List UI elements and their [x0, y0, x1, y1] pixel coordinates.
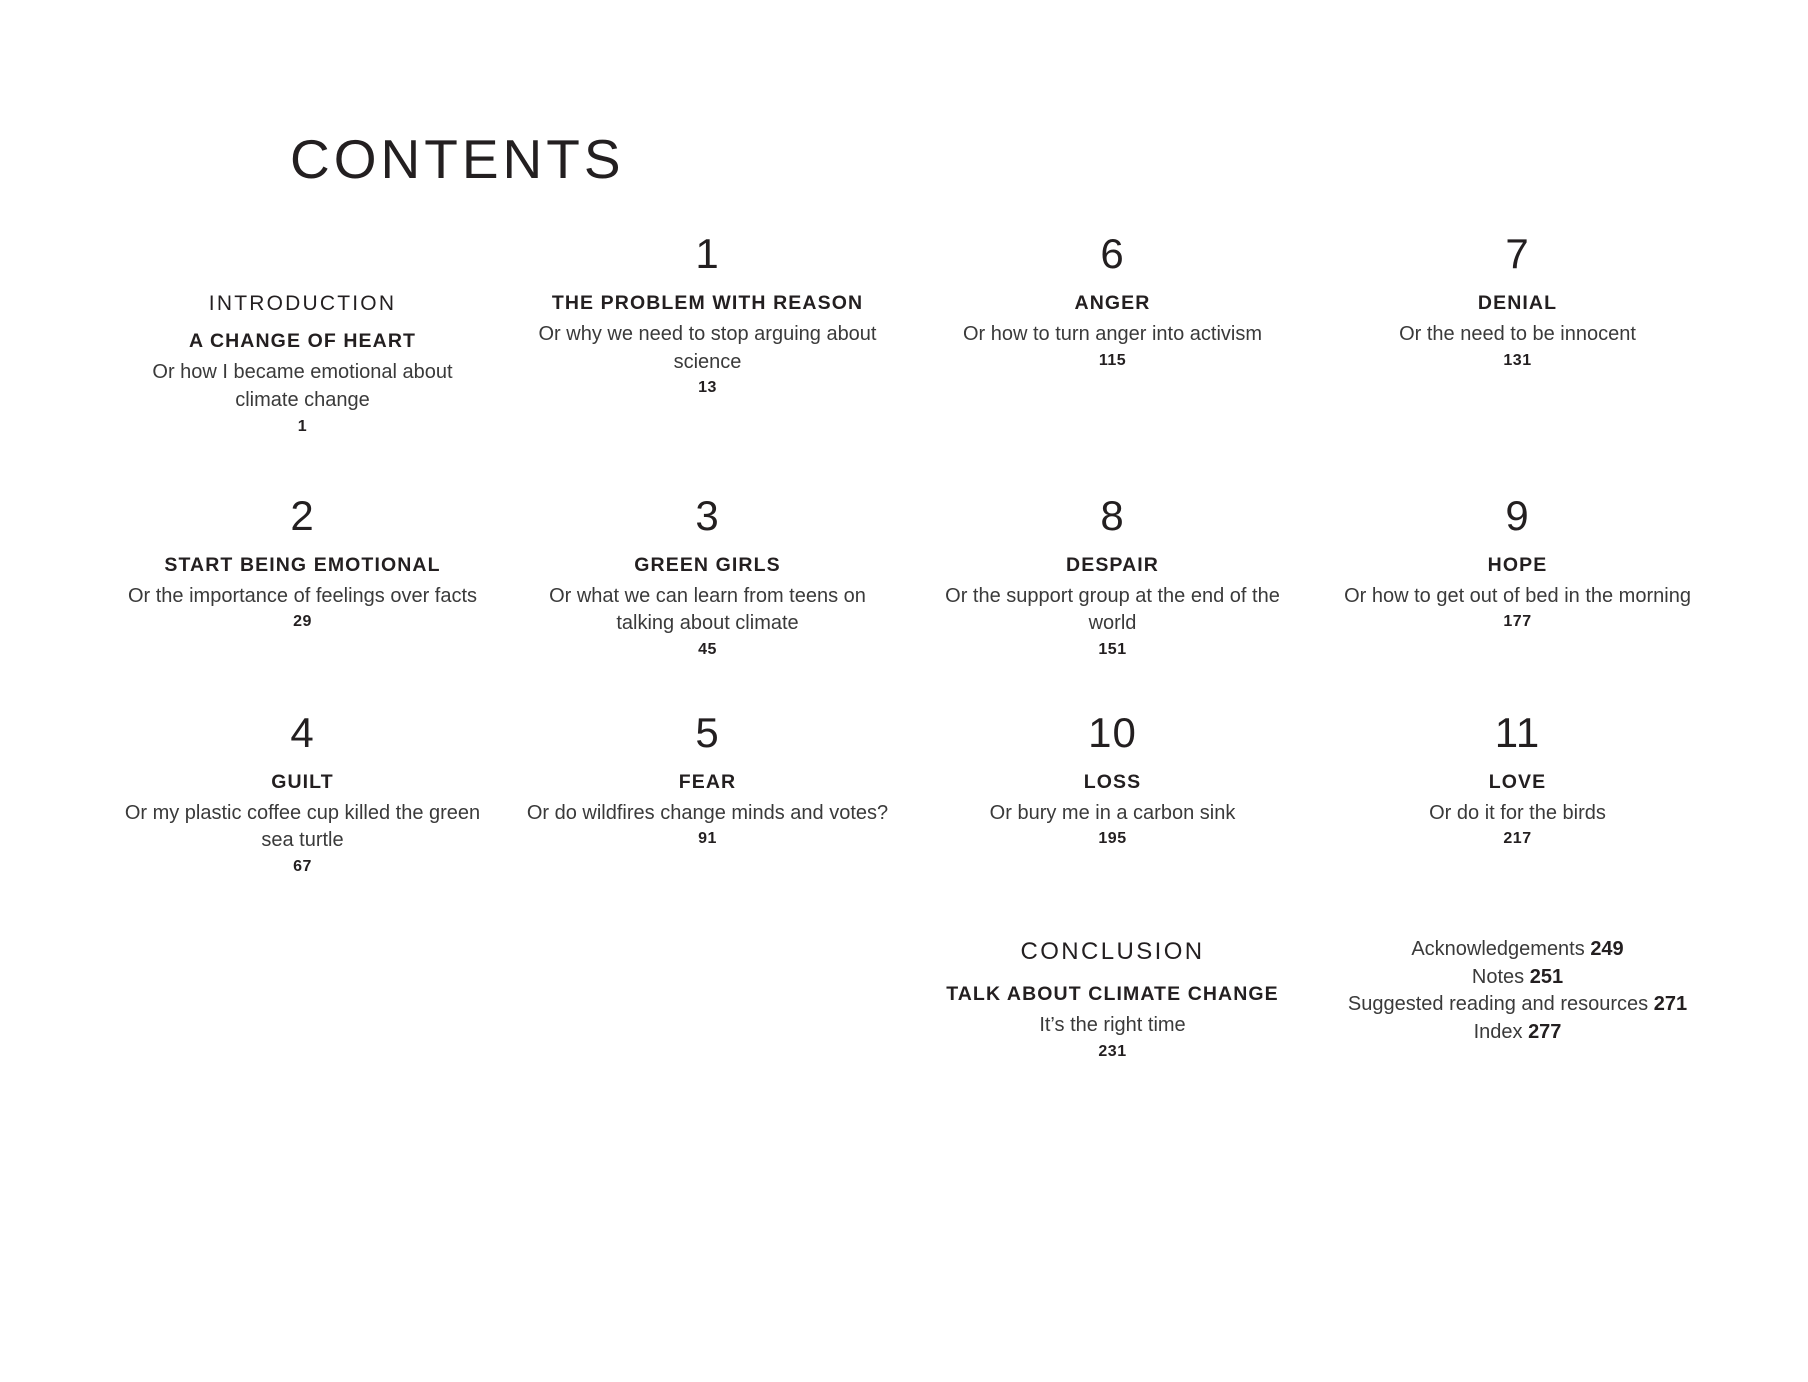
toc-entry-chapter-2[interactable]: [100, 491, 505, 659]
toc-subtitle: Or do wildfires change minds and votes?: [526, 801, 889, 824]
toc-title: LOVE: [1488, 770, 1547, 793]
toc-entry-chapter-7[interactable]: [1315, 232, 1720, 436]
toc-subtitle: Or how to get out of bed in the morning: [1344, 584, 1691, 607]
toc-page-number: 177: [1503, 613, 1532, 631]
toc-title: FEAR: [678, 770, 737, 793]
toc-chapter-number: 5: [695, 708, 720, 756]
toc-entry-introduction[interactable]: [100, 232, 505, 436]
toc-page-number: 29: [293, 613, 312, 631]
toc-chapter-number: 9: [1505, 491, 1530, 539]
contents-row: [100, 936, 1720, 1061]
contents-row: [100, 708, 1720, 876]
toc-title: THE PROBLEM WITH REASON: [551, 292, 864, 315]
toc-page-number: 1: [297, 417, 308, 435]
toc-entry-chapter-4[interactable]: [100, 708, 505, 876]
toc-entry-conclusion[interactable]: [910, 936, 1315, 1061]
toc-subtitle: Or the support group at the end of the world: [945, 584, 1280, 635]
backmatter-page: 277: [1528, 1020, 1562, 1043]
toc-entry-chapter-11[interactable]: [1315, 708, 1720, 876]
toc-entry-chapter-1[interactable]: [505, 232, 910, 436]
toc-chapter-number: 3: [695, 491, 720, 539]
backmatter-item[interactable]: [1333, 964, 1702, 992]
toc-entry-chapter-9[interactable]: [1315, 491, 1720, 659]
toc-title: TALK ABOUT CLIMATE CHANGE: [946, 983, 1279, 1006]
toc-page-number: 45: [698, 640, 717, 658]
toc-chapter-number: 11: [1494, 708, 1541, 756]
toc-title: LOSS: [1083, 770, 1142, 793]
toc-subtitle: Or the importance of feelings over facts: [127, 584, 478, 607]
toc-chapter-number: 6: [1100, 230, 1125, 277]
toc-chapter-number: 8: [1100, 491, 1125, 539]
toc-subtitle: Or how to turn anger into activism: [962, 323, 1262, 345]
toc-chapter-number: 1: [695, 230, 720, 277]
backmatter-item[interactable]: [1333, 1019, 1702, 1047]
toc-subtitle: Or my plastic coffee cup killed the green sea turtle: [124, 801, 481, 852]
toc-subtitle: Or what we can learn from teens on talking about climate: [549, 584, 866, 635]
backmatter-item[interactable]: [1333, 991, 1702, 1019]
contents-row: [100, 491, 1720, 659]
toc-subtitle: Or why we need to stop arguing about science: [538, 323, 877, 373]
toc-title: DENIAL: [1477, 292, 1558, 315]
toc-entry-chapter-3[interactable]: [505, 491, 910, 659]
toc-title: A CHANGE OF HEART: [188, 330, 417, 353]
backmatter-page: 271: [1653, 993, 1688, 1016]
toc-kicker: CONCLUSION: [1020, 937, 1205, 965]
backmatter-page: 249: [1590, 937, 1624, 960]
backmatter-item[interactable]: [1333, 936, 1702, 964]
toc-subtitle: Or bury me in a carbon sink: [989, 801, 1236, 824]
toc-entry-chapter-6[interactable]: [910, 232, 1315, 436]
backmatter-label: Suggested reading and resources: [1347, 993, 1649, 1016]
toc-page-number: 67: [293, 857, 312, 875]
backmatter-label: Index: [1473, 1020, 1523, 1043]
toc-title: ANGER: [1074, 292, 1151, 315]
toc-chapter-number: 2: [290, 491, 315, 539]
page-title: CONTENTS: [290, 128, 625, 190]
toc-page-number: 131: [1503, 351, 1532, 369]
toc-subtitle: Or the need to be innocent: [1399, 323, 1636, 345]
toc-page-number: 115: [1098, 351, 1127, 369]
backmatter-list: [1315, 936, 1720, 1061]
backmatter-page: 251: [1529, 965, 1564, 988]
toc-entry-chapter-5[interactable]: [505, 708, 910, 876]
toc-page-number: 151: [1098, 640, 1127, 658]
toc-page-number: 13: [698, 379, 717, 397]
toc-subtitle: It’s the right time: [1039, 1014, 1186, 1036]
toc-title: GREEN GIRLS: [634, 553, 781, 576]
backmatter-label: Acknowledgements: [1411, 937, 1585, 960]
toc-subtitle: Or how I became emotional about climate change: [152, 361, 453, 411]
toc-kicker: INTRODUCTION: [208, 292, 397, 316]
toc-subtitle: Or do it for the birds: [1429, 801, 1606, 824]
toc-title: GUILT: [271, 770, 334, 793]
toc-chapter-number: 4: [290, 708, 315, 756]
contents-grid: [100, 232, 1720, 1061]
toc-page-number: 231: [1098, 1042, 1127, 1060]
backmatter-label: Notes: [1471, 965, 1525, 988]
toc-chapter-number: 7: [1505, 230, 1530, 277]
toc-page-number: 195: [1098, 830, 1127, 848]
toc-title: START BEING EMOTIONAL: [164, 553, 441, 576]
toc-entry-chapter-10[interactable]: [910, 708, 1315, 876]
toc-chapter-number: 10: [1088, 708, 1137, 756]
contents-row: [100, 232, 1720, 436]
toc-entry-chapter-8[interactable]: [910, 491, 1315, 659]
toc-page-number: 217: [1503, 830, 1532, 848]
toc-title: DESPAIR: [1066, 553, 1159, 576]
toc-page-number: 91: [698, 830, 717, 848]
toc-title: HOPE: [1487, 553, 1548, 576]
